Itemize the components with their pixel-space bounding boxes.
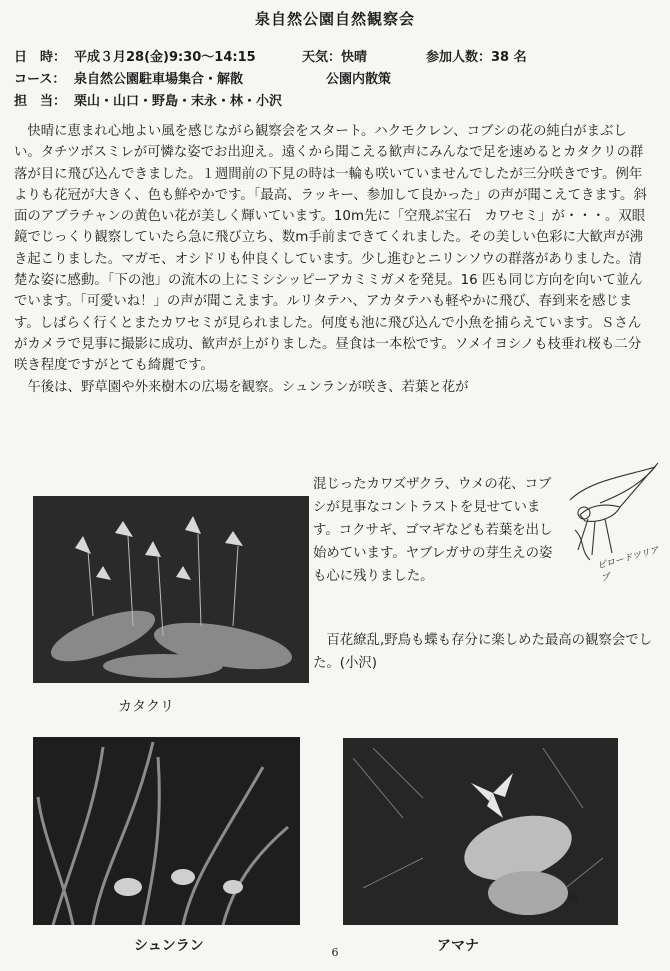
paragraph-1: 快晴に恵まれ心地よい風を感じながら観察会をスタート。ハクモクレン、コブシの花の純白がまぶしい。タチツボスミレが可憐な姿でお出迎え。遠くから聞こえる歓声にみんなで足を速めるとカタクリの群落が目に飛び込んできました。１週間前の下見の時は一輪も咲いていませんでしたが三分咲きです。例年よりも花冠が大きく、色も鮮やかです。「最高、ラッキー、参加して良かった」の声が聞こえてきます。斜面のアブラチャンの黄色い花が美しく輝いています。10m先に「空飛ぶ宝石 カワセミ」が・・・。双眼鏡でじっくり観察していたら急に飛び立ち、数m手前まできてくれました。その美しい色彩に大歓声が沸き起こりました。マガモ、オシドリも仲良くしています。少し進むとニリンソウの群落がありました。清楚な姿に感動。「下の池」の流木の上にミシシッピーアカミミガメを発見。16 匹も同じ方向を向いて並んでいます。「可愛いね！」の声が聞こえます。ルリタテハ、アカタテハも軽やかに飛び、春到来を感じます。しばらく行くとまたカワセミが見られました。何度も池に飛び込んで小魚を捕らえています。Ｓさんがカメラで見事に撮影に成功、歓声が上がりました。昼食は一本松です。ソメイヨシノも枝垂れ桜も二分咲き程度ですがとても綺麗です。 <box>14 124 647 374</box>
paragraph-2-wrap-box <box>313 476 557 588</box>
paragraph-3: 百花繚乱,野鳥も蝶も存分に楽しめた最高の観察会でした。(小沢) <box>313 633 653 671</box>
article-body <box>14 121 652 398</box>
caption-shunran: シュンラン <box>134 938 204 954</box>
course-extra: 公園内散策 <box>326 72 392 87</box>
course-value: 泉自然公園駐車場集合・解散 <box>74 72 244 87</box>
page-number: 6 <box>331 946 339 959</box>
staff-value: 栗山・山口・野島・末永・林・小沢 <box>74 94 283 109</box>
caption-katakuri: カタクリ <box>118 699 174 715</box>
staff-label: 担 当： <box>14 94 67 109</box>
page-title: 泉自然公園自然観察会 <box>254 10 415 28</box>
photo-shunran <box>33 737 300 925</box>
insect-sketch <box>560 455 665 585</box>
sketch-label: ビロードツリアブ <box>596 545 661 585</box>
photo-katakuri <box>33 496 309 683</box>
caption-amana: アマナ <box>437 938 479 954</box>
participants: 参加人数：38 名 <box>426 50 527 65</box>
date-label: 日 時： <box>14 50 67 65</box>
paragraph-3-box <box>313 591 655 675</box>
paragraph-2-lead: 午後は、野草園や外来樹木の広場を観察。シュンランが咲き、若葉と花が <box>27 379 469 395</box>
course-label: コース： <box>14 72 66 87</box>
photo-amana <box>343 738 618 925</box>
paragraph-2-wrap: 混じったカワズザクラ、ウメの花、コブシが見事なコントラストを見せています。コクサギ、ゴマギなども若葉を出し始めています。ヤブレガサの芽生えの姿も心に残りました。 <box>313 477 553 584</box>
date-value: 平成３月28(金)9:30～14:15 <box>74 50 256 65</box>
weather: 天気：快晴 <box>302 50 368 65</box>
